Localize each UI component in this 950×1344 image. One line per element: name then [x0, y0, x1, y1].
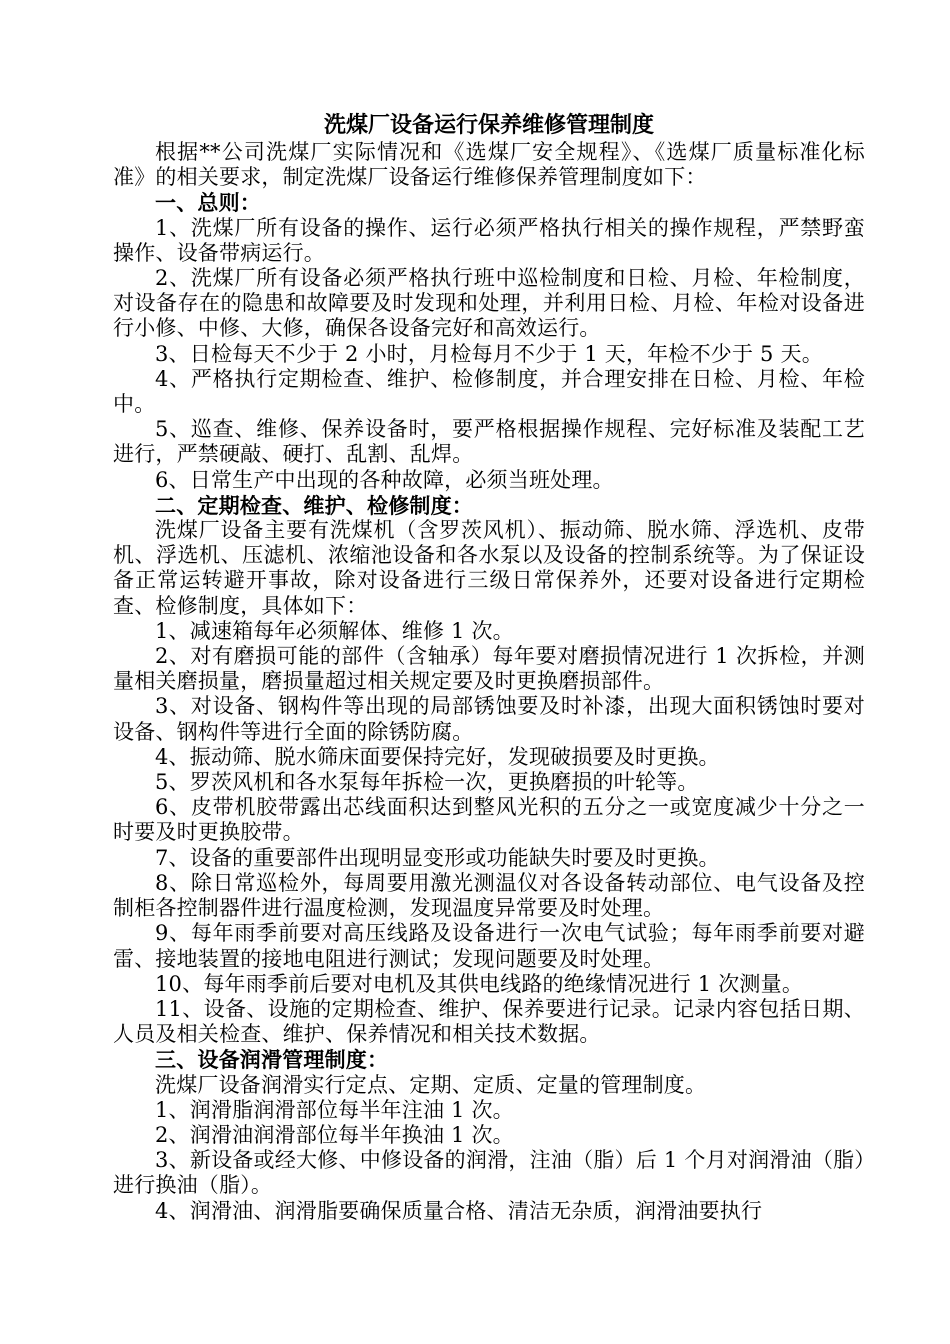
inspection-item-8: 8、除日常巡检外，每周要用激光测温仪对各设备转动部位、电气设备及控制柜各控制器件进行温度检测，发现温度异常要及时处理。 [113, 870, 865, 921]
lubrication-item-1: 1、润滑脂润滑部位每半年注油 1 次。 [155, 1097, 514, 1122]
lubrication-item-4: 4、润滑油、润滑脂要确保质量合格、清洁无杂质，润滑油要执行 [155, 1198, 763, 1223]
general-item-1: 1、洗煤厂所有设备的操作、运行必须严格执行相关的操作规程，严禁野蛮操作、设备带病运行。 [113, 215, 865, 265]
lubrication-item-2: 2、润滑油润滑部位每半年换油 1 次。 [155, 1122, 514, 1147]
general-item-6: 6、日常生产中出现的各种故障，必须当班处理。 [155, 467, 614, 492]
general-item-2: 2、洗煤厂所有设备必须严格执行班中巡检制度和日检、月检、年检制度，对设备存在的隐患和故障要及时发现和处理，并利用日检、月检、年检对设备进行小修、中修、大修，确保各设备完好和高效运行。 [113, 266, 865, 341]
general-item-3: 3、日检每天不少于 2 小时，月检每月不少于 1 天，年检不少于 5 天。 [155, 341, 823, 366]
general-item-5: 5、巡查、维修、保养设备时，要严格根据操作规程、完好标准及装配工艺进行，严禁硬敲、硬打、乱割、乱焊。 [113, 417, 865, 467]
inspection-item-3: 3、对设备、钢构件等出现的局部锈蚀要及时补漆，出现大面积锈蚀时要对设备、钢构件等进行全面的除锈防腐。 [113, 694, 865, 744]
document-page [113, 111, 865, 1224]
section-heading-inspection: 二、定期检查、维护、检修制度： [155, 492, 473, 518]
inspection-item-11: 11、设备、设施的定期检查、维护、保养要进行记录。记录内容包括日期、人员及相关检查、维护、保养情况和相关技术数据。 [113, 996, 865, 1047]
document-title: 洗煤厂设备运行保养维修管理制度 [323, 112, 654, 138]
inspection-intro: 洗煤厂设备主要有洗煤机（含罗茨风机）、振动筛、脱水筛、浮选机、皮带机、浮选机、压滤机、浓缩池设备和各水泵以及设备的控制系统等。为了保证设备正常运转避开事故，除对设备进行三级日常保养外，还要对设备进行定期检查、检修制度，具体如下： [113, 518, 865, 618]
inspection-item-2: 2、对有磨损可能的部件（含轴承）每年要对磨损情况进行 1 次拆检，并测量相关磨损量，磨损量超过相关规定要及时更换磨损部件。 [113, 644, 865, 694]
section-heading-lubrication: 三、设备润滑管理制度： [155, 1047, 389, 1073]
lubrication-intro: 洗煤厂设备润滑实行定点、定期、定质、定量的管理制度。 [155, 1072, 707, 1097]
inspection-item-6: 6、皮带机胶带露出芯线面积达到整风光积的五分之一或宽度减少十分之一时要及时更换胶带。 [113, 795, 865, 845]
lubrication-item-3: 3、新设备或经大修、中修设备的润滑，注油（脂）后 1 个月对润滑油（脂）进行换油（脂）。 [113, 1148, 865, 1198]
inspection-item-5: 5、罗茨风机和各水泵每年拆检一次，更换磨损的叶轮等。 [155, 770, 699, 795]
inspection-item-4: 4、振动筛、脱水筛床面要保持完好，发现破损要及时更换。 [155, 744, 720, 769]
inspection-item-10: 10、每年雨季前后要对电机及其供电线路的绝缘情况进行 1 次测量。 [155, 971, 804, 996]
inspection-item-9: 9、每年雨季前要对高压线路及设备进行一次电气试验；每年雨季前要对避雷、接地装置的接地电阻进行测试；发现问题要及时处理。 [113, 921, 865, 971]
inspection-item-7: 7、设备的重要部件出现明显变形或功能缺失时要及时更换。 [155, 845, 720, 870]
general-item-4: 4、严格执行定期检查、维护、检修制度，并合理安排在日检、月检、年检中。 [113, 366, 865, 417]
intro-paragraph: 根据**公司洗煤厂实际情况和《选煤厂安全规程》、《选煤厂质量标准化标准》的相关要求，制定洗煤厂设备运行维修保养管理制度如下： [113, 140, 865, 190]
inspection-item-1: 1、减速箱每年必须解体、维修 1 次。 [155, 618, 514, 643]
section-heading-general: 一、总则： [155, 190, 261, 216]
